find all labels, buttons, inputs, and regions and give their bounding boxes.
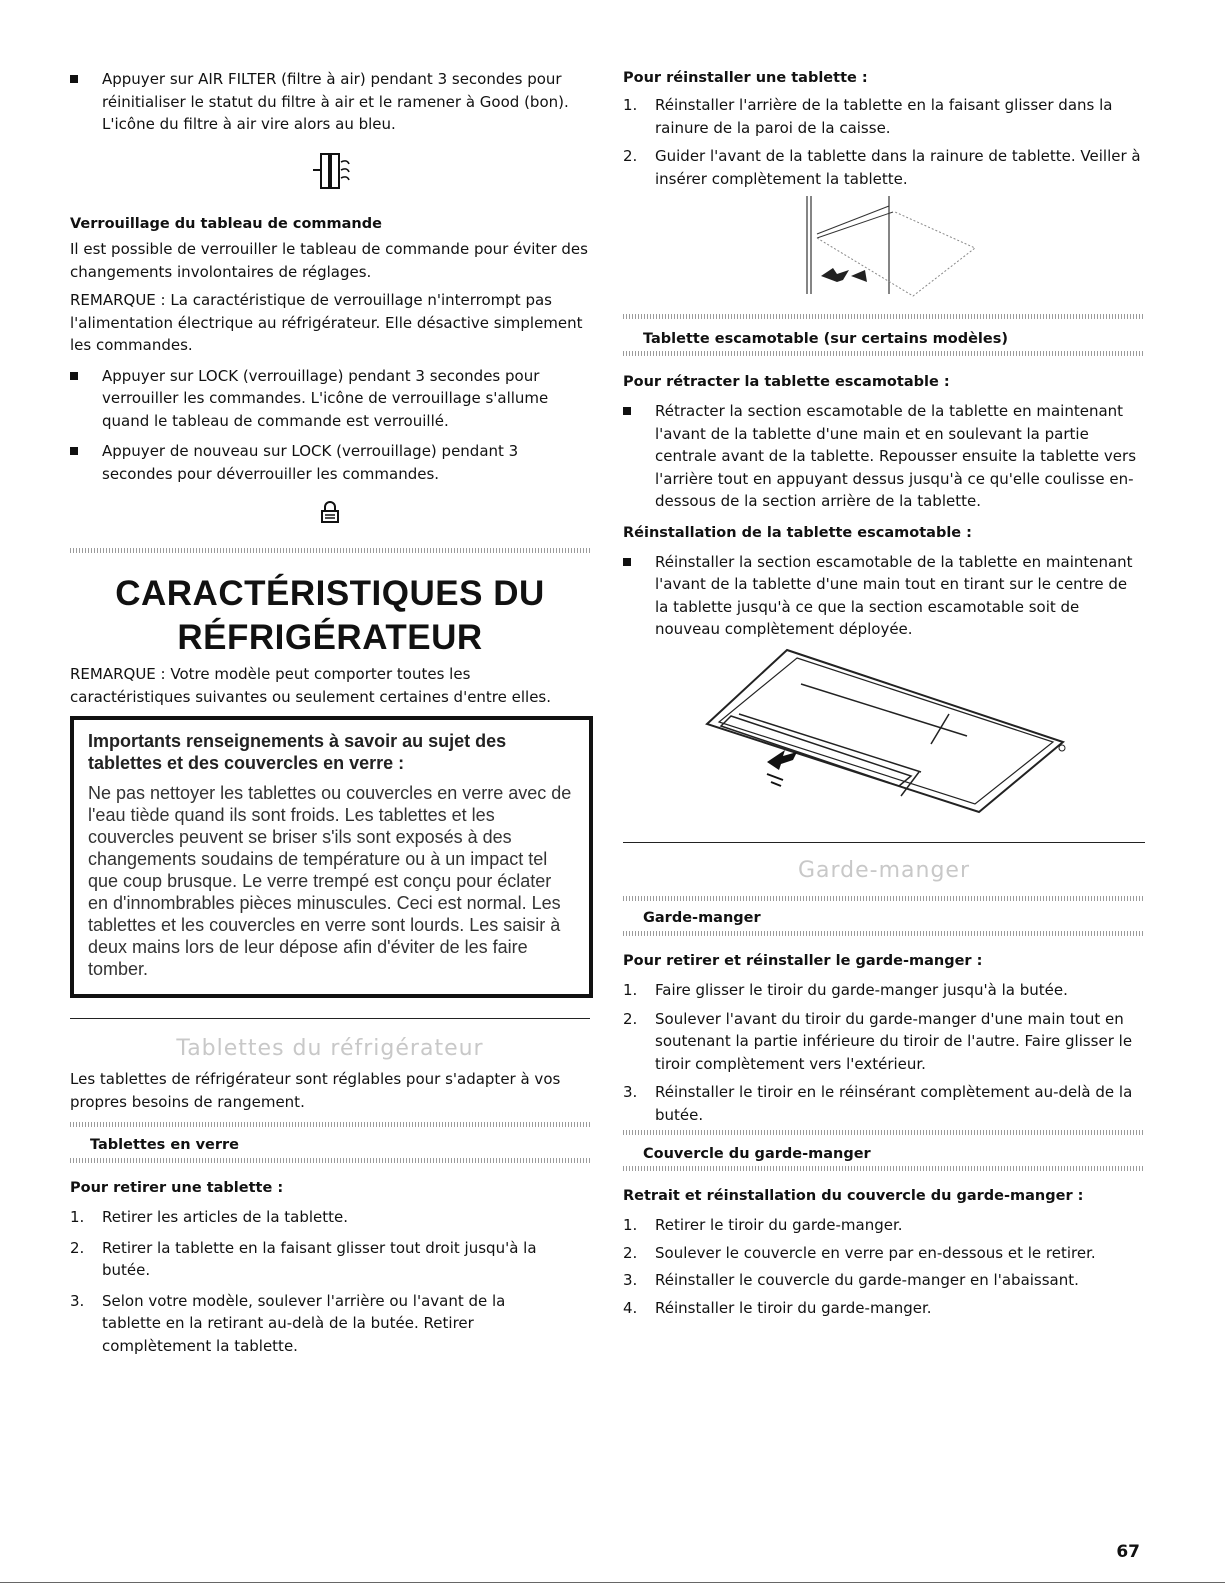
divider [623, 896, 1145, 901]
lock-note: REMARQUE : La caractéristique de verrouillage n'interrompt pas l'alimentation électrique au réfrigérateur. Elle désactive simplement les commandes. [70, 291, 583, 354]
pantry-step-1 [623, 979, 1139, 1002]
divider [70, 548, 590, 553]
lock-paragraph: Il est possible de verrouiller le tableau de commande pour éviter des changements involontaires de réglages. [70, 240, 588, 281]
pantry-cover-subhead: Couvercle du garde-manger [643, 1146, 871, 1162]
remove-shelf-heading: Pour retirer une tablette : [70, 1180, 284, 1196]
divider [623, 1130, 1145, 1135]
divider [70, 1122, 590, 1127]
remove-step-2 [70, 1237, 560, 1282]
step-number: 1. [70, 1208, 85, 1226]
divider [623, 314, 1145, 319]
features-note: REMARQUE : Votre modèle peut comporter toutes les caractéristiques suivantes ou seulement certaines d'entre elles. [70, 665, 552, 706]
pantry-section-title: Garde-manger [797, 858, 971, 883]
step-text: Retirer le tiroir du garde-manger. [655, 1216, 903, 1234]
step-text: Soulever le couvercle en verre par en-dessous et le retirer. [655, 1243, 1096, 1262]
glass-warning-box [70, 716, 593, 998]
divider [623, 931, 1145, 936]
cover-step-3 [623, 1269, 1139, 1292]
pantry-step-2 [623, 1008, 1139, 1076]
main-title-line-1: CARACTÉRISTIQUES DU [115, 574, 545, 613]
reinstall-step-2 [623, 145, 1143, 190]
lock-bullet-1: Appuyer sur LOCK (verrouillage) pendant 3 secondes pour verrouiller les commandes. L'icône de verrouillage s'allume quand le tableau de commande est verrouillé. [70, 365, 590, 433]
step-text: Selon votre modèle, soulever l'arrière ou l'avant de la tablette en la retirant au-delà de la butée. Retirer complètement la tablette. [102, 1291, 506, 1355]
step-number: 2. [623, 147, 638, 165]
cover-step-4 [623, 1297, 1139, 1320]
glass-shelves-subhead: Tablettes en verre [90, 1137, 239, 1153]
step-number: 1. [623, 1216, 638, 1234]
retractable-shelf-subhead: Tablette escamotable (sur certains modèles) [643, 331, 1008, 347]
shelf-insert-illustration [803, 196, 983, 302]
divider [623, 1166, 1145, 1171]
reinstall-retract-bullet: Réinstaller la section escamotable de la tablette en maintenant l'avant de la tablette d'une main tout en tirant sur le centre de la tablette jusqu'à ce que la section escamotable soit de nouveau complètement déployée. [623, 551, 1139, 641]
step-number: 2. [623, 1243, 638, 1262]
step-number: 1. [623, 96, 638, 114]
step-text: Réinstaller le tiroir en le réinsérant complètement au-delà de la butée. [655, 1083, 1133, 1124]
cover-step-2 [623, 1242, 1139, 1265]
reinstall-step-1 [623, 94, 1143, 139]
main-title-line-2: RÉFRIGÉRATEUR [177, 618, 483, 657]
warning-title: Importants renseignements à savoir au sujet des tablettes et des couvercles en verre : [88, 731, 507, 773]
step-number: 4. [623, 1298, 638, 1317]
shelves-paragraph: Les tablettes de réfrigérateur sont réglables pour s'adapter à vos propres besoins de rangement. [70, 1070, 561, 1111]
warning-body: Ne pas nettoyer les tablettes ou couvercles en verre avec de l'eau tiède quand ils sont froids. Les tablettes et les couvercles peuvent se briser s'ils sont exposés à des changements soudains de température ou à un impact tel que coup brusque. Le verre trempé est conçu pour éclater en d'innombrables pièces minuscules. Ceci est normal. Les tablettes et les couvercles en verre sont lourds. Les saisir à deux mains lors de leur dépose afin d'éviter de les faire tomber. [88, 783, 572, 979]
step-number: 3. [623, 1083, 638, 1101]
cover-step-1 [623, 1214, 1139, 1237]
remove-step-1 [70, 1206, 560, 1229]
divider [70, 1158, 590, 1163]
page-number: 67 [1116, 1542, 1140, 1562]
step-number: 2. [70, 1238, 85, 1257]
step-text: Réinstaller le couvercle du garde-manger en l'abaissant. [655, 1271, 1079, 1289]
step-text: Réinstaller l'arrière de la tablette en la faisant glisser dans la rainure de la paroi de la caisse. [655, 96, 1113, 137]
step-number: 1. [623, 981, 638, 999]
step-text: Retirer la tablette en la faisant glisser tout droit jusqu'à la butée. [102, 1238, 537, 1279]
pantry-cover-heading: Retrait et réinstallation du couvercle du garde-manger : [623, 1188, 1084, 1204]
air-filter-icon [311, 150, 355, 196]
reinstall-shelf-heading: Pour réinstaller une tablette : [623, 70, 868, 86]
step-number: 2. [623, 1009, 638, 1028]
retractable-shelf-illustration [701, 644, 1071, 824]
pantry-step-3 [623, 1081, 1139, 1126]
step-text: Faire glisser le tiroir du garde-manger jusqu'à la butée. [655, 981, 1068, 999]
remove-step-3 [70, 1290, 560, 1358]
pantry-heading: Pour retirer et réinstaller le garde-manger : [623, 953, 983, 969]
step-text: Guider l'avant de la tablette dans la rainure de tablette. Veiller à insérer complètement la tablette. [655, 147, 1141, 188]
divider [623, 351, 1145, 356]
lock-bullet-2: Appuyer de nouveau sur LOCK (verrouillage) pendant 3 secondes pour déverrouiller les commandes. [70, 440, 590, 485]
shelves-section-title: Tablettes du réfrigérateur [176, 1036, 484, 1061]
lock-icon [320, 500, 340, 528]
step-number: 3. [623, 1271, 638, 1289]
step-text: Retirer les articles de la tablette. [102, 1208, 349, 1226]
section-rule [623, 842, 1145, 843]
pantry-subhead: Garde-manger [643, 910, 761, 926]
step-number: 3. [70, 1291, 85, 1310]
page-bottom-rule [0, 1582, 1225, 1583]
retract-bullet: Rétracter la section escamotable de la tablette en maintenant l'avant de la tablette d'une main et en soulevant la partie centrale avant de la tablette. Repousser ensuite la tablette vers l'arrière tout en appuyant dessus jusqu'à ce qu'elle coulisse en-dessous de la section arrière de la tablette. [623, 400, 1139, 513]
step-text: Réinstaller le tiroir du garde-manger. [655, 1298, 932, 1317]
reinstall-retract-heading: Réinstallation de la tablette escamotable : [623, 524, 972, 541]
step-text: Soulever l'avant du tiroir du garde-manger d'une main tout en soutenant la partie inférieure du tiroir de l'autre. Faire glisser le tiroir complètement vers l'extérieur. [655, 1009, 1133, 1073]
retract-heading: Pour rétracter la tablette escamotable : [623, 374, 950, 390]
lock-heading: Verrouillage du tableau de commande [70, 216, 382, 232]
air-filter-bullet: Appuyer sur AIR FILTER (filtre à air) pendant 3 secondes pour réinitialiser le statut du filtre à air et le ramener à Good (bon). L'icône du filtre à air vire alors au bleu. [70, 68, 590, 136]
section-rule [70, 1018, 590, 1019]
